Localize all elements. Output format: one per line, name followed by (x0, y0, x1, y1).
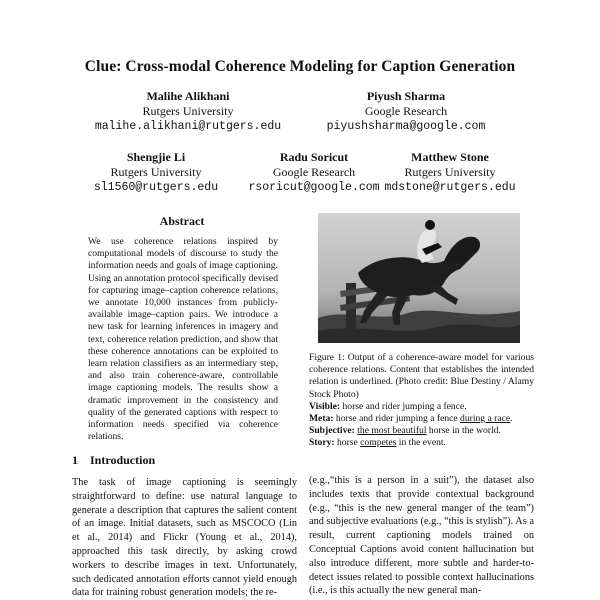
relation-label: Story: (309, 437, 337, 449)
caption-text: horse and rider jumping a fence. (342, 400, 467, 412)
caption-underlined: competes (360, 437, 397, 449)
author-email[interactable]: malihe.alikhani@rutgers.edu (94, 120, 282, 133)
section-title: Introduction (90, 453, 156, 467)
author-affiliation: Rutgers University (110, 165, 202, 179)
caption-output-row (309, 413, 534, 425)
caption-text: horse (336, 437, 361, 449)
caption-output-row (309, 425, 534, 437)
caption-output-row (309, 437, 534, 449)
section-number: 1 (72, 453, 78, 467)
paper-title: Clue: Cross-modal Coherence Modeling for Caption Generation (84, 58, 516, 75)
caption-text: in the event. (396, 437, 446, 449)
author-name: Shengjie Li (126, 150, 186, 164)
author-block (88, 89, 288, 134)
caption-text: horse and rider jumping a fence (335, 413, 461, 425)
relation-label: Subjective: (309, 425, 358, 437)
author-name: Radu Soricut (279, 150, 349, 164)
caption-underlined: during a race (460, 413, 511, 425)
relation-label: Visible: (309, 400, 343, 412)
caption-output-row (309, 401, 534, 413)
author-name: Matthew Stone (411, 150, 489, 164)
author-email[interactable]: rsoricut@google.com (248, 181, 380, 194)
section-heading (72, 453, 155, 468)
author-email[interactable]: piyushsharma@google.com (326, 120, 486, 133)
author-block (300, 89, 512, 134)
figure-photo (318, 213, 520, 343)
author-name: Piyush Sharma (366, 89, 446, 103)
intro-text-left: The task of image captioning is seemingly straightforward to define: use natural language to generate a description that captures the salient content of an image. Initial datasets, such as MSCOCO (Lin et al., 2014) and Flickr (Young et al., 2014), approached this task directly, by asking crowd workers to describe images in text. Unfortunately, such dedicated annotation efforts cannot yield enough data for training robust generation models; the re- (72, 477, 297, 599)
abstract-text: We use coherence relations inspired by computational models of discourse to study the information needs and goals of image captioning. Using an annotation protocol specifically devised for capturing image–caption coherence relations, we annotate 10,000 instances from publicly-available image–caption pairs. We introduce a new task for learning inferences in imagery and text, coherence relation prediction, and show that these coherence annotations can be exploited to learn relation classifiers as an intermediary step, and also train coherence-aware, controllable image captioning models. The results show a dramatic improvement in the consistency and quality of the generated captions with respect to information needs specified via coherence relations. (88, 236, 278, 443)
caption-underlined: the most beautiful (357, 425, 427, 437)
author-block (362, 150, 538, 195)
figure-caption-block (309, 352, 534, 450)
figure-caption: Figure 1: Output of a coherence-aware model for various coherence relations. Content that establishes the intended relation is underlined. (Photo credit: Blue Destiny / Alamy Stock Photo) (309, 352, 534, 400)
author-name: Malihe Alikhani (146, 89, 230, 103)
author-affiliation: Rutgers University (142, 104, 234, 118)
author-email[interactable]: sl1560@rutgers.edu (93, 181, 219, 194)
caption-text: . (510, 413, 513, 425)
relation-label: Meta: (309, 413, 336, 425)
author-affiliation: Google Research (364, 104, 448, 118)
abstract-heading: Abstract (159, 214, 205, 228)
author-affiliation: Rutgers University (404, 165, 496, 179)
author-block (68, 150, 244, 195)
intro-text-right: (e.g.,“this is a person in a suit”), the dataset also includes texts that provide contextual background (e.g., “this is the new general manger of the team”) and subjective evaluations (e.g., “this is stylish”). As a result, current captioning models trained on Conceptual Captions avoid content hallucination but also introduce different, more subtle and harder-to-detect issues related to possible context hallucinations (i.e., is this actually the new general man- (309, 475, 534, 597)
caption-text: horse in the world. (426, 425, 501, 437)
author-affiliation: Google Research (272, 165, 356, 179)
author-email[interactable]: mdstone@rutgers.edu (384, 181, 516, 194)
horse-jump-illustration (318, 213, 520, 343)
